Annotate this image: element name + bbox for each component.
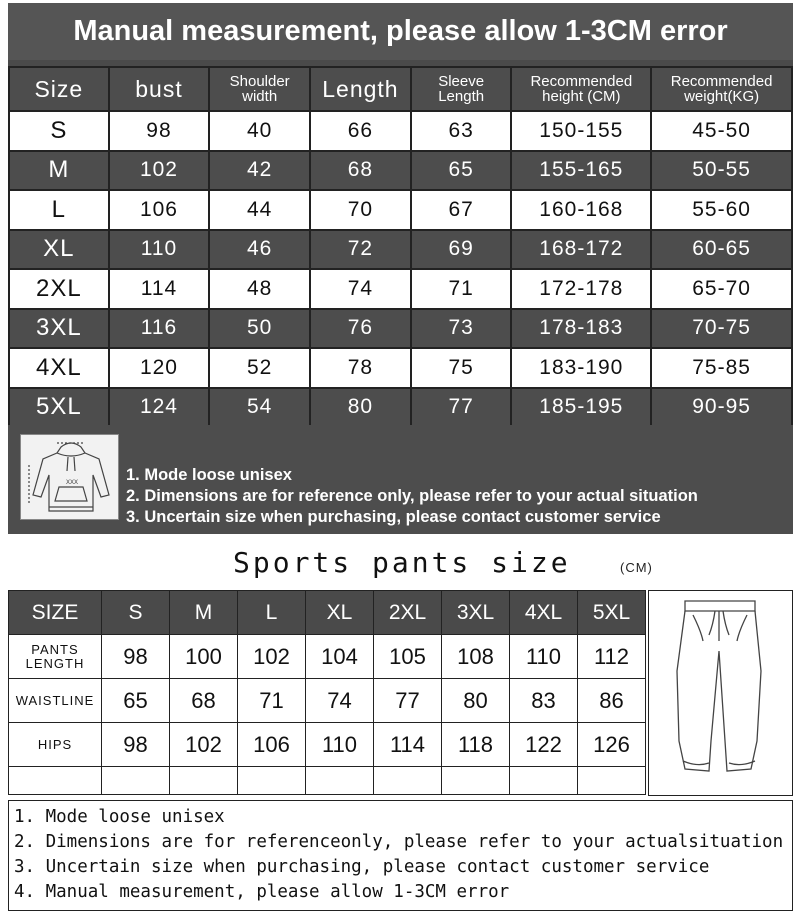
- pants-note-3: 3. Uncertain size when purchasing, please contact customer service: [14, 857, 710, 877]
- size-cell: XL: [9, 230, 109, 270]
- empty-cell: [510, 767, 578, 795]
- table-row: [9, 230, 792, 270]
- value-cell: 98: [102, 723, 170, 767]
- header-shoulder-width: Shoulder width: [209, 67, 310, 111]
- empty-cell: [442, 767, 510, 795]
- value-cell: 116: [109, 309, 210, 349]
- pants-header-cell: S: [102, 591, 170, 635]
- size-cell: 3XL: [9, 309, 109, 349]
- value-cell: 63: [411, 111, 512, 151]
- svg-text:XXX: XXX: [66, 480, 79, 486]
- empty-cell: [578, 767, 646, 795]
- pants-header-cell: 4XL: [510, 591, 578, 635]
- pants-note-4: 4. Manual measurement, please allow 1-3CM error: [14, 882, 510, 902]
- header-sleeve-length: Sleeve Length: [411, 67, 512, 111]
- value-cell: 106: [238, 723, 306, 767]
- size-cell: M: [9, 151, 109, 191]
- table-row: [9, 679, 646, 723]
- value-cell: 86: [578, 679, 646, 723]
- table-row: [9, 635, 646, 679]
- pants-size-table: [8, 590, 646, 795]
- top-title: Manual measurement, please allow 1-3CM error: [8, 3, 793, 60]
- value-cell: 55-60: [651, 190, 792, 230]
- value-cell: 114: [374, 723, 442, 767]
- size-cell: 2XL: [9, 269, 109, 309]
- value-cell: 110: [510, 635, 578, 679]
- value-cell: 60-65: [651, 230, 792, 270]
- value-cell: 120: [109, 348, 210, 388]
- header-length: Length: [310, 67, 411, 111]
- value-cell: 112: [578, 635, 646, 679]
- table-row: [9, 190, 792, 230]
- value-cell: 178-183: [511, 309, 651, 349]
- value-cell: 50-55: [651, 151, 792, 191]
- value-cell: 72: [310, 230, 411, 270]
- value-cell: 67: [411, 190, 512, 230]
- value-cell: 98: [109, 111, 210, 151]
- table-row: [9, 111, 792, 151]
- value-cell: 77: [374, 679, 442, 723]
- value-cell: 78: [310, 348, 411, 388]
- value-cell: 155-165: [511, 151, 651, 191]
- table-row: [9, 309, 792, 349]
- pants-note-1: 1. Mode loose unisex: [14, 807, 225, 827]
- value-cell: 68: [170, 679, 238, 723]
- empty-cell: [238, 767, 306, 795]
- header-size: Size: [9, 67, 109, 111]
- value-cell: 73: [411, 309, 512, 349]
- empty-cell: [170, 767, 238, 795]
- empty-cell: [306, 767, 374, 795]
- pants-header-cell: 2XL: [374, 591, 442, 635]
- pants-notes-list: [8, 800, 793, 911]
- value-cell: 100: [170, 635, 238, 679]
- value-cell: 54: [209, 388, 310, 428]
- top-note-2: 2. Dimensions are for reference only, please refer to your actual situation: [126, 487, 698, 505]
- size-cell: S: [9, 111, 109, 151]
- value-cell: 126: [578, 723, 646, 767]
- value-cell: 68: [310, 151, 411, 191]
- value-cell: 104: [306, 635, 374, 679]
- header-recommended-weight: Recommended weight(KG): [651, 67, 792, 111]
- size-cell: 5XL: [9, 388, 109, 428]
- value-cell: 52: [209, 348, 310, 388]
- value-cell: 90-95: [651, 388, 792, 428]
- value-cell: 110: [109, 230, 210, 270]
- pants-row-label: [9, 679, 102, 723]
- pants-illustration-icon: [648, 590, 793, 796]
- value-cell: 102: [170, 723, 238, 767]
- pants-title-bar: [8, 538, 793, 588]
- value-cell: 80: [310, 388, 411, 428]
- top-size-chart: [8, 3, 793, 534]
- pants-note-2: 2. Dimensions are for referenceonly, please refer to your actualsituation: [14, 832, 784, 852]
- empty-row: [9, 767, 646, 795]
- value-cell: 77: [411, 388, 512, 428]
- row-label-text: HIPS: [37, 736, 73, 752]
- value-cell: 118: [442, 723, 510, 767]
- value-cell: 106: [109, 190, 210, 230]
- size-cell: 4XL: [9, 348, 109, 388]
- table-row: [9, 348, 792, 388]
- pants-header-cell: SIZE: [9, 591, 102, 635]
- value-cell: 83: [510, 679, 578, 723]
- value-cell: 114: [109, 269, 210, 309]
- header-bust: bust: [109, 67, 210, 111]
- value-cell: 70-75: [651, 309, 792, 349]
- pants-header-cell: L: [238, 591, 306, 635]
- value-cell: 172-178: [511, 269, 651, 309]
- value-cell: 76: [310, 309, 411, 349]
- row-label-text: LENGTH: [25, 655, 85, 671]
- top-notes-area: [8, 425, 793, 534]
- pants-header-cell: M: [170, 591, 238, 635]
- empty-cell: [9, 767, 102, 795]
- hoodie-illustration-icon: [20, 434, 119, 520]
- pants-row-label: [9, 635, 102, 679]
- pants-unit: (CM): [620, 560, 653, 575]
- table-row: [9, 723, 646, 767]
- value-cell: 70: [310, 190, 411, 230]
- value-cell: 42: [209, 151, 310, 191]
- value-cell: 74: [310, 269, 411, 309]
- value-cell: 110: [306, 723, 374, 767]
- value-cell: 75: [411, 348, 512, 388]
- value-cell: 150-155: [511, 111, 651, 151]
- value-cell: 65: [102, 679, 170, 723]
- table-row: [9, 151, 792, 191]
- value-cell: 124: [109, 388, 210, 428]
- value-cell: 48: [209, 269, 310, 309]
- empty-cell: [102, 767, 170, 795]
- value-cell: 102: [238, 635, 306, 679]
- value-cell: 185-195: [511, 388, 651, 428]
- value-cell: 160-168: [511, 190, 651, 230]
- value-cell: 50: [209, 309, 310, 349]
- value-cell: 122: [510, 723, 578, 767]
- value-cell: 102: [109, 151, 210, 191]
- value-cell: 44: [209, 190, 310, 230]
- top-note-3: 3. Uncertain size when purchasing, please contact customer service: [126, 508, 661, 526]
- value-cell: 66: [310, 111, 411, 151]
- top-note-1: 1. Mode loose unisex: [126, 466, 292, 484]
- value-cell: 45-50: [651, 111, 792, 151]
- value-cell: 75-85: [651, 348, 792, 388]
- value-cell: 65-70: [651, 269, 792, 309]
- value-cell: 108: [442, 635, 510, 679]
- row-label-text: WAISTLINE: [15, 692, 95, 708]
- pants-header-cell: XL: [306, 591, 374, 635]
- value-cell: 183-190: [511, 348, 651, 388]
- pants-header-cell: 5XL: [578, 591, 646, 635]
- pants-header-row: [9, 591, 646, 635]
- value-cell: 168-172: [511, 230, 651, 270]
- pants-title: Sports pants size: [233, 546, 571, 579]
- pants-header-cell: 3XL: [442, 591, 510, 635]
- value-cell: 71: [238, 679, 306, 723]
- value-cell: 71: [411, 269, 512, 309]
- table-row: [9, 388, 792, 428]
- row-label-text: PANTS: [31, 641, 79, 657]
- top-notes-list: [126, 465, 698, 528]
- value-cell: 80: [442, 679, 510, 723]
- empty-cell: [374, 767, 442, 795]
- top-size-table: [8, 66, 793, 428]
- value-cell: 65: [411, 151, 512, 191]
- header-recommended-height: Recommended height (CM): [511, 67, 651, 111]
- table-row: [9, 269, 792, 309]
- value-cell: 74: [306, 679, 374, 723]
- value-cell: 105: [374, 635, 442, 679]
- top-header-row: [9, 67, 792, 111]
- size-cell: L: [9, 190, 109, 230]
- pants-row-label: [9, 723, 102, 767]
- value-cell: 69: [411, 230, 512, 270]
- value-cell: 46: [209, 230, 310, 270]
- value-cell: 98: [102, 635, 170, 679]
- value-cell: 40: [209, 111, 310, 151]
